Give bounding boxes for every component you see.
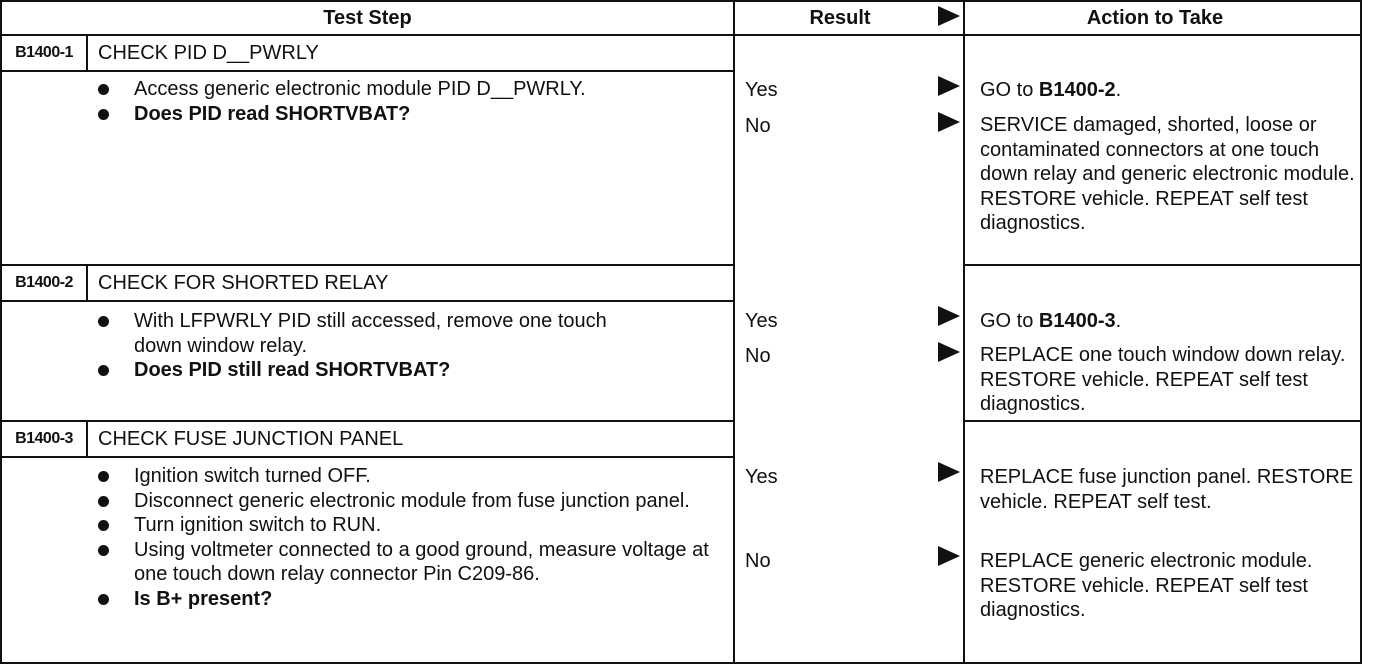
- action-fragment: GO to: [980, 79, 1039, 101]
- action-text: REPLACE generic electronic module. RESTORE vehicle. REPEAT self test diagnostics.: [980, 550, 1313, 621]
- bullet-item: Does PID still read SHORTVBAT?: [96, 358, 656, 383]
- result-yes: Yes: [745, 310, 778, 332]
- step-rule-1-action: [963, 264, 1362, 266]
- step2-title-rule: [0, 300, 735, 302]
- bullet-item: Using voltmeter connected to a good ground, measure voltage at one touch down relay connector Pin C209-86.: [96, 538, 716, 587]
- action-text: REPLACE fuse junction panel. RESTORE vehicle. REPEAT self test.: [980, 466, 1354, 513]
- step-title: CHECK FOR SHORTED RELAY: [98, 272, 389, 294]
- bullet-item: Ignition switch turned OFF.: [96, 464, 716, 489]
- code-divider-1: [86, 36, 88, 72]
- bullet-item: Access generic electronic module PID D__PWRLY.: [96, 77, 716, 102]
- step-title: CHECK PID D__PWRLY: [98, 42, 319, 64]
- arrow-icon: [938, 462, 960, 482]
- step-title: CHECK FUSE JUNCTION PANEL: [98, 428, 404, 450]
- bullet-item: Is B+ present?: [96, 587, 716, 612]
- arrow-icon: [938, 546, 960, 566]
- code-divider-2: [86, 266, 88, 302]
- result-yes: Yes: [745, 466, 778, 488]
- arrow-icon: [938, 112, 960, 132]
- bullet-item: With LFPWRLY PID still accessed, remove one touch down window relay.: [96, 309, 656, 358]
- action-text: [980, 78, 1360, 103]
- bullet-item: Does PID read SHORTVBAT?: [96, 102, 716, 127]
- arrow-icon: [938, 342, 960, 362]
- column-divider-action: [963, 0, 965, 664]
- result-yes: Yes: [745, 79, 778, 101]
- step-code: B1400-1: [15, 44, 73, 61]
- step1-title-rule: [0, 70, 735, 72]
- result-no: No: [745, 345, 771, 367]
- action-text: REPLACE one touch window down relay. RESTORE vehicle. REPEAT self test diagnostics.: [980, 344, 1346, 415]
- action-step-ref: B1400-3: [1038, 310, 1116, 332]
- code-divider-3: [86, 422, 88, 458]
- action-fragment: .: [1115, 79, 1122, 101]
- header-action: Action to Take: [1086, 7, 1224, 29]
- arrow-icon: [938, 76, 960, 96]
- bullet-item: Disconnect generic electronic module from fuse junction panel.: [96, 489, 716, 514]
- step3-title-rule: [0, 456, 735, 458]
- step-code: B1400-3: [15, 430, 73, 447]
- action-fragment: .: [1115, 310, 1122, 332]
- column-divider-result: [733, 0, 735, 664]
- step-rule-2-action: [963, 420, 1362, 422]
- result-no: No: [745, 550, 771, 572]
- arrow-icon: [938, 306, 960, 326]
- step-bullets: [96, 309, 656, 383]
- action-step-ref: B1400-2: [1038, 79, 1116, 101]
- bullet-item: Turn ignition switch to RUN.: [96, 513, 716, 538]
- step-code: B1400-2: [15, 274, 73, 291]
- action-text: [980, 309, 1360, 334]
- header-result: Result: [809, 7, 871, 29]
- result-no: No: [745, 115, 771, 137]
- step-bullets: [96, 77, 716, 126]
- header-arrow-icon: [938, 6, 960, 26]
- header-test-step: Test Step: [323, 7, 412, 29]
- action-fragment: GO to: [980, 310, 1039, 332]
- step-bullets: [96, 464, 716, 611]
- action-text: SERVICE damaged, shorted, loose or contaminated connectors at one touch down relay and generic electronic module. RESTORE vehicle. REPEAT self test diagnostics.: [980, 114, 1355, 234]
